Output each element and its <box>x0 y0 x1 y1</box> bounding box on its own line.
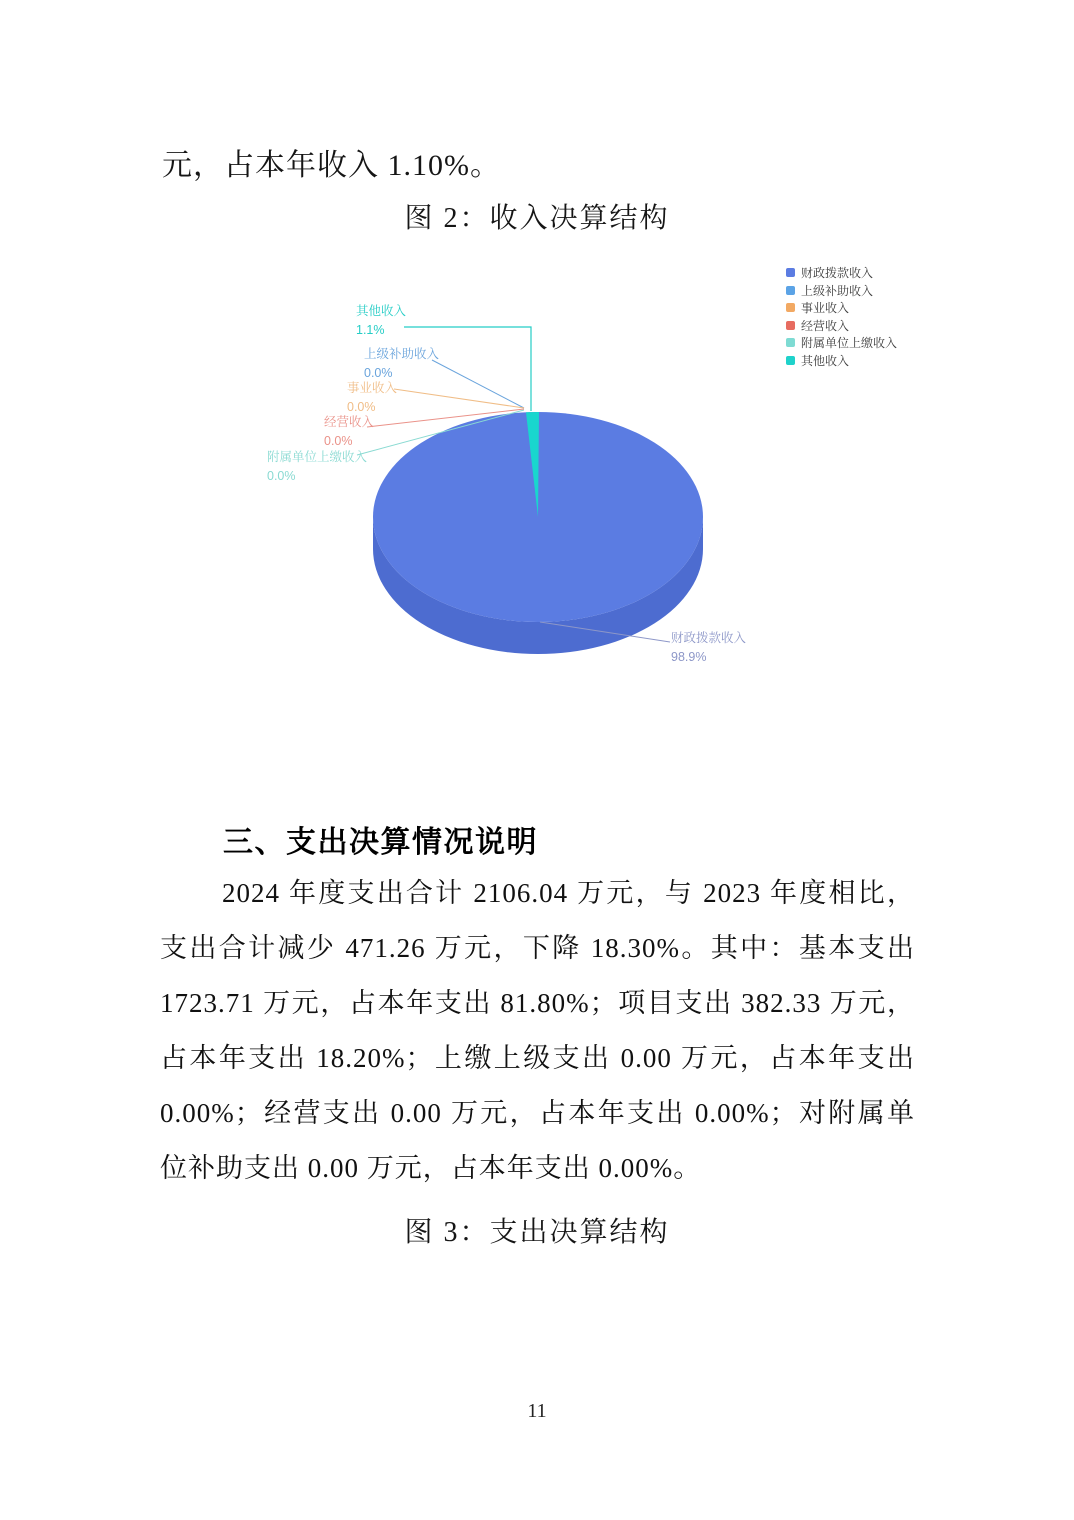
callout-other-income <box>356 302 406 340</box>
paragraph-line: 2024 年度支出合计 2106.04 万元，与 2023 年度相比， <box>222 878 915 908</box>
legend-swatch-icon <box>786 286 795 295</box>
legend-item-business <box>786 299 897 317</box>
expenditure-paragraph <box>160 866 915 1196</box>
legend-label: 上级补助收入 <box>801 283 874 298</box>
legend-swatch-icon <box>786 303 795 312</box>
legend-item-superior-subsidy <box>786 282 897 300</box>
callout-operating-income <box>324 413 374 451</box>
chart-legend <box>786 264 897 369</box>
callout-value: 0.0% <box>364 366 393 380</box>
legend-swatch-icon <box>786 268 795 277</box>
legend-swatch-icon <box>786 338 795 347</box>
callout-superior-subsidy <box>364 345 439 383</box>
legend-label: 其他收入 <box>801 353 850 368</box>
legend-label: 事业收入 <box>801 301 850 316</box>
callout-value: 0.0% <box>347 400 376 414</box>
paragraph-line: 0.00%；经营支出 0.00 万元，占本年支出 0.00%；对附属单 <box>160 1098 915 1128</box>
callout-value: 1.1% <box>356 323 385 337</box>
legend-swatch-icon <box>786 321 795 330</box>
callout-affiliated-income <box>267 448 367 486</box>
callout-value: 0.0% <box>267 469 296 483</box>
page-number: 11 <box>527 1400 547 1422</box>
legend-item-operating <box>786 317 897 335</box>
leader-line-business-income <box>394 389 524 408</box>
paragraph-line: 位补助支出 0.00 万元，占本年支出 0.00%。 <box>160 1153 702 1183</box>
callout-fiscal-income <box>671 629 746 667</box>
callout-value: 0.0% <box>324 434 353 448</box>
paragraph-line: 1723.71 万元，占本年支出 81.80%；项目支出 382.33 万元， <box>160 988 915 1018</box>
paragraph-line: 支出合计减少 471.26 万元，下降 18.30%。其中：基本支出 <box>160 933 915 963</box>
section-heading: 三、支出决算情况说明 <box>223 826 538 859</box>
callout-label: 经营收入 <box>324 415 375 429</box>
callout-value: 98.9% <box>671 650 707 664</box>
figure2-caption: 图 2：收入决算结构 <box>404 203 670 234</box>
legend-label: 附属单位上缴收入 <box>801 336 898 351</box>
callout-label: 财政拨款收入 <box>671 631 747 645</box>
callout-label: 附属单位上缴收入 <box>267 450 368 464</box>
callout-label: 上级补助收入 <box>364 347 440 361</box>
legend-item-other <box>786 352 897 370</box>
callout-business-income <box>347 379 397 417</box>
legend-label: 经营收入 <box>801 318 850 333</box>
legend-item-affiliated <box>786 334 897 352</box>
paragraph-line: 占本年支出 18.20%；上缴上级支出 0.00 万元，占本年支出 <box>160 1043 915 1073</box>
legend-item-fiscal <box>786 264 897 282</box>
legend-swatch-icon <box>786 356 795 365</box>
income-structure-chart <box>250 250 970 710</box>
callout-label: 事业收入 <box>347 381 398 395</box>
legend-label: 财政拨款收入 <box>801 266 874 281</box>
intro-line: 元，占本年收入 1.10%。 <box>162 149 501 182</box>
callout-label: 其他收入 <box>356 304 407 318</box>
figure3-caption: 图 3：支出决算结构 <box>404 1217 670 1248</box>
